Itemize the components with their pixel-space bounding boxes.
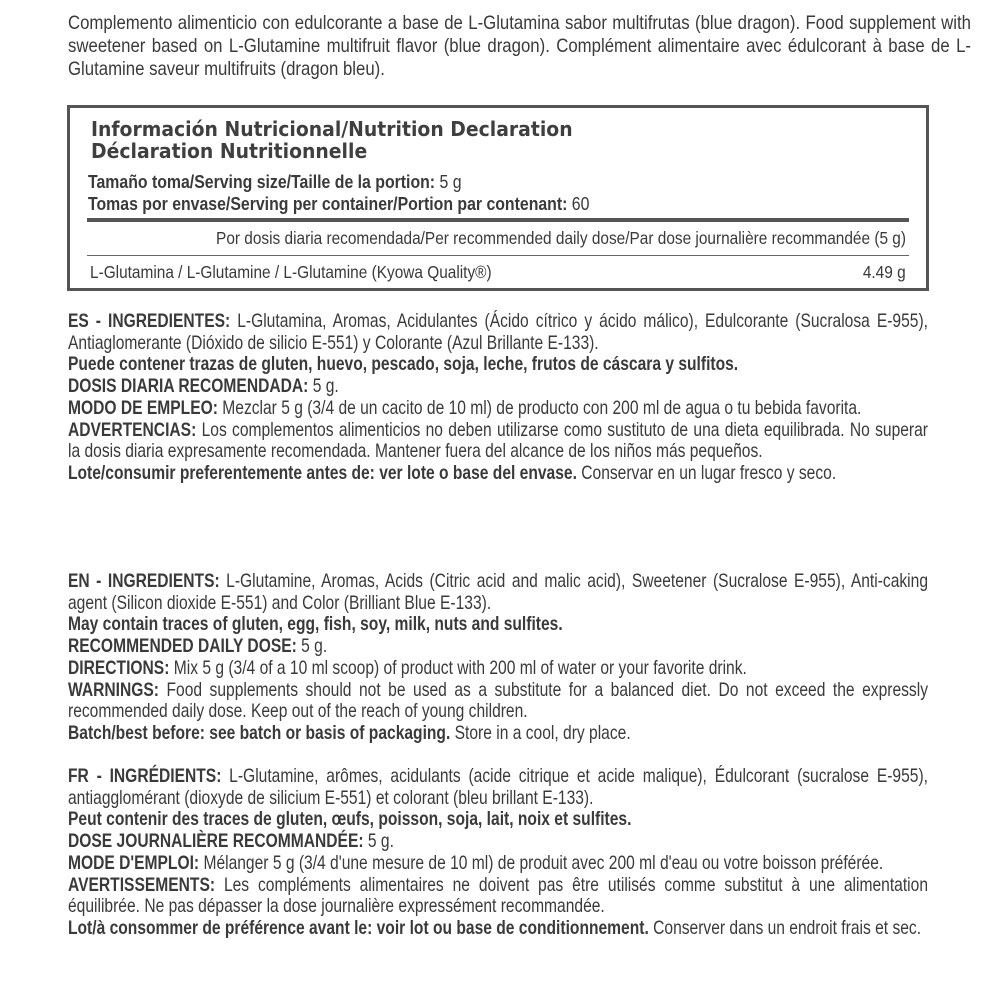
- en-warnings: [68, 680, 928, 723]
- serving-info: [88, 171, 880, 215]
- en-traces: [68, 614, 928, 636]
- en-batch-label: Batch/best before: see batch or basis of packaging.: [68, 721, 451, 744]
- product-description-text: Complemento alimenticio con edulcorante a base de L-Glutamina sabor multifrutas (blue dragon). Food supplement with sweetener based on L-Glutamine multifruit flavor (blue dragon). Complément alimentaire avec édulcorant à base de L-Glutamine saveur multifruits (dragon bleu).: [68, 12, 971, 80]
- serving-size: [88, 171, 880, 193]
- nutrition-title: [91, 118, 937, 162]
- es-dose-text: 5 g.: [308, 375, 339, 398]
- en-batch: [68, 723, 928, 745]
- nutrition-title-line2: Déclaration Nutritionnelle: [91, 139, 368, 163]
- section-es: [68, 311, 928, 485]
- servings-label: Tomas por envase/Serving per container/Portion par contenant:: [88, 194, 568, 214]
- fr-ingredients-text: L-Glutamine, arômes, acidulants (acide citrique et acide malique), Édulcorant (sucralose E-955), antiagglomérant (dioxyde de silicium E-551) et colorant (bleu brillant E-133).: [68, 765, 928, 809]
- fr-warnings-text: Les compléments alimentaires ne doivent pas être utilisés comme substitut à une alimentation équilibrée. Ne pas dépasser la dose journalière expressément recommandée.: [68, 873, 928, 918]
- en-ingredients: [68, 571, 928, 614]
- en-batch-text: Store in a cool, dry place.: [450, 721, 631, 744]
- en-usage-text: Mix 5 g (3/4 of a 10 ml scoop) of product with 200 ml of water or your favorite drink.: [169, 656, 747, 679]
- fr-usage-text: Mélanger 5 g (3/4 d'une mesure de 10 ml) de produit avec 200 ml d'eau ou votre boisson préférée.: [199, 851, 884, 874]
- nutrition-row: [90, 261, 906, 285]
- es-usage: [68, 398, 928, 420]
- serving-size-value: 5 g: [435, 172, 462, 192]
- nutrition-title-line1: Información Nutricional/Nutrition Declaration: [91, 117, 573, 141]
- en-ingredients-label: EN - INGREDIENTS:: [68, 570, 220, 592]
- fr-batch: [68, 918, 928, 940]
- thick-divider: [87, 218, 909, 222]
- dose-column-header: Por dosis diaria recomendada/Per recommended daily dose/Par dose journalière recommandée (5 g): [216, 228, 906, 248]
- fr-warnings-label: AVERTISSEMENTS:: [68, 873, 216, 896]
- en-warnings-label: WARNINGS:: [68, 678, 159, 701]
- nutrient-value: 4.49 g: [863, 262, 906, 282]
- es-dose-label: DOSIS DIARIA RECOMENDADA:: [68, 375, 309, 398]
- thin-divider: [87, 255, 909, 256]
- en-dose: [68, 636, 928, 658]
- en-usage: [68, 658, 928, 680]
- en-dose-label: RECOMMENDED DAILY DOSE:: [68, 635, 297, 658]
- es-batch-label: Lote/consumir preferentemente antes de: ver lote o base del envase.: [68, 461, 577, 484]
- section-en: [68, 571, 928, 745]
- fr-traces: [68, 809, 928, 831]
- es-usage-text: Mezclar 5 g (3/4 de un cacito de 10 ml) de producto con 200 ml de agua o tu bebida favorita.: [217, 396, 862, 419]
- fr-dose: [68, 831, 928, 853]
- es-dose: [68, 376, 928, 398]
- es-ingredients-label: ES - INGREDIENTES:: [68, 310, 231, 332]
- nutrition-table: [67, 105, 929, 291]
- es-traces-text: Puede contener trazas de gluten, huevo, pescado, soja, leche, frutos de cáscara y sulfitos.: [68, 353, 739, 376]
- es-ingredients: [68, 311, 928, 354]
- fr-usage: [68, 853, 928, 875]
- es-usage-label: MODO DE EMPLEO:: [68, 396, 218, 419]
- es-batch-text: Conservar en un lugar fresco y seco.: [576, 461, 837, 484]
- es-warnings-text: Los complementos alimenticios no deben utilizarse como sustituto de una dieta equilibrada. No superar la dosis diaria expresamente recomendada. Mantener fuera del alcance de los niños más pequeños.: [68, 418, 928, 463]
- es-warnings-label: ADVERTENCIAS:: [68, 418, 197, 441]
- fr-batch-label: Lot/à consommer de préférence avant le: voir lot ou base de conditionnement.: [68, 916, 649, 939]
- es-batch: [68, 463, 928, 485]
- en-warnings-text: Food supplements should not be used as a substitute for a balanced diet. Do not exceed the expressly recommended daily dose. Keep out of the reach of young children.: [68, 678, 928, 723]
- en-ingredients-text: L-Glutamine, Aromas, Acids (Citric acid and malic acid), Sweetener (Sucralose E-955), Anti-caking agent (Silicon dioxide E-551) and Color (Brilliant Blue E-133).: [68, 570, 929, 614]
- fr-dose-text: 5 g.: [363, 830, 394, 853]
- es-ingredients-text: L-Glutamina, Aromas, Acidulantes (Ácido cítrico y ácido málico), Edulcorante (Sucralosa E-955), Antiaglomerante (Dióxido de silicio E-551) y Colorante (Azul Brillante E-133).: [68, 310, 928, 354]
- fr-batch-text: Conserver dans un endroit frais et sec.: [648, 916, 922, 939]
- fr-dose-label: DOSE JOURNALIÈRE RECOMMANDÉE:: [68, 830, 364, 853]
- section-fr: [68, 766, 928, 940]
- en-traces-text: May contain traces of gluten, egg, fish, soy, milk, nuts and sulfites.: [68, 613, 563, 636]
- fr-usage-label: MODE D'EMPLOI:: [68, 851, 200, 874]
- fr-ingredients-label: FR - INGRÉDIENTS:: [68, 765, 222, 787]
- product-description: [68, 12, 971, 81]
- nutrient-name: L-Glutamina / L-Glutamine / L-Glutamine (Kyowa Quality®): [90, 262, 492, 282]
- fr-warnings: [68, 875, 928, 918]
- es-warnings: [68, 420, 928, 463]
- es-traces: [68, 354, 928, 376]
- fr-traces-text: Peut contenir des traces de gluten, œufs, poisson, soja, lait, noix et sulfites.: [68, 808, 632, 831]
- en-usage-label: DIRECTIONS:: [68, 656, 170, 679]
- en-dose-text: 5 g.: [296, 635, 328, 658]
- fr-ingredients: [68, 766, 928, 809]
- servings-per-container: [88, 193, 880, 215]
- serving-size-label: Tamaño toma/Serving size/Taille de la portion:: [88, 172, 436, 192]
- servings-value: 60: [567, 194, 590, 214]
